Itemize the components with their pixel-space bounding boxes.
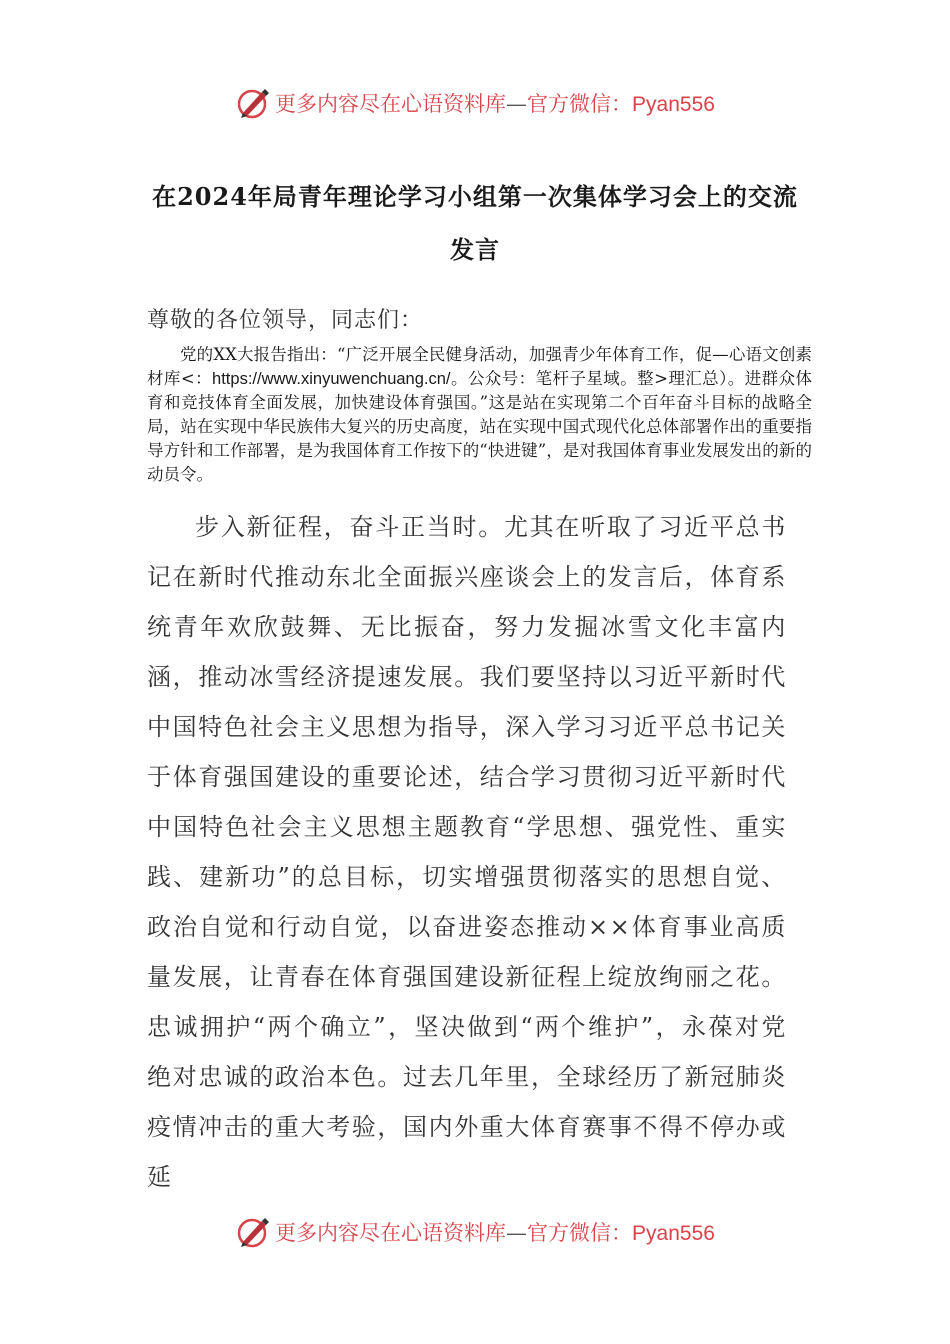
intro-text-2: 。公众号：笔杆子星域。整>理汇总）。进群众体育和竞技体育全面发展，加快建设体育强国。”这是站在实现第二个百年奋斗目标的战略全局，站在实现中华民族伟大复兴的历史高度，站在实现中国式现代化总体部署作出的重要指导方针和工作部署，是为我国体育工作按下的“快进键”，是对我国体育事业发展发出的新的动员令。 (147, 369, 813, 484)
intro-url-link[interactable]: https://www.xinyuwenchuang.cn/ (212, 370, 451, 388)
banner-main-text: 更多内容尽在心语资料库 (275, 1221, 507, 1245)
banner-wechat-id: Pyan556 (632, 93, 715, 116)
document-title: 在2024年局青年理论学习小组第一次集体学习会上的交流发言 (152, 182, 798, 264)
banner-separator: — (506, 92, 528, 116)
banner-label: 官方微信： (527, 92, 633, 116)
banner-text (275, 1217, 715, 1247)
pen-logo-icon (235, 1214, 271, 1250)
greeting: 尊敬的各位领导，同志们： (147, 308, 424, 333)
banner-separator: — (506, 1221, 528, 1245)
banner-main-text: 更多内容尽在心语资料库 (275, 92, 507, 116)
banner-label: 官方微信： (527, 1221, 633, 1245)
banner-text (275, 88, 715, 118)
intro-text-1: 党的XX大报告指出：“广泛开展全民健身活动，加强青少年体育工作，促—心语文创素材库<： (147, 345, 812, 388)
intro-paragraph (147, 343, 812, 487)
body-paragraph: 步入新征程，奋斗正当时。尤其在听取了习近平总书记在新时代推动东北全面振兴座谈会上的发言后，体育系统青年欢欣鼓舞、无比振奋，努力发掘冰雪文化丰富内涵，推动冰雪经济提速发展。我们要坚持以习近平新时代中国特色社会主义思想为指导，深入学习习近平总书记关于体育强国建设的重要论述，结合学习贯彻习近平新时代中国特色社会主义思想主题教育“学思想、强党性、重实践、建新功”的总目标，切实增强贯彻落实的思想自觉、政治自觉和行动自觉，以奋进姿态推动××体育事业高质量发展，让青春在体育强国建设新征程上绽放绚丽之花。忠诚拥护“两个确立”，坚决做到“两个维护”，永葆对党绝对忠诚的政治本色。过去几年里，全球经历了新冠肺炎疫情冲击的重大考验，国内外重大体育赛事不得不停办或延 (147, 513, 787, 1191)
banner-wechat-id: Pyan556 (632, 1222, 715, 1245)
pen-logo-icon (235, 85, 271, 121)
footer-banner (0, 1212, 950, 1252)
header-banner (0, 83, 950, 123)
